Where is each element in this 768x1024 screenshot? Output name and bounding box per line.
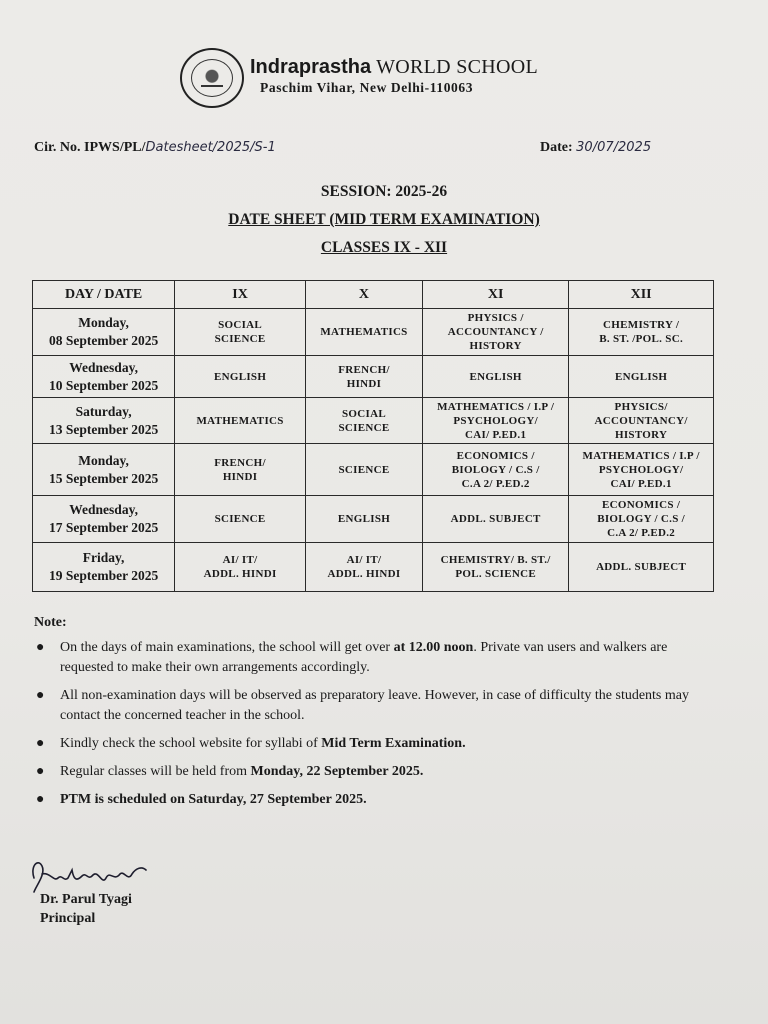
subject-line: POL. SCIENCE	[455, 568, 536, 580]
subject-line: FRENCH/	[214, 456, 266, 469]
circular-number	[34, 140, 276, 156]
subject-line: SCIENCE	[214, 333, 266, 345]
subject-line: CAI/ P.ED.1	[465, 428, 527, 441]
note-item	[34, 790, 704, 810]
subject-line: MATHEMATICS / I.P /	[437, 400, 555, 413]
subject-line: BIOLOGY / C.S /	[597, 513, 686, 525]
note-text: . Private van users and walkers are requested to make their own arrangements accordingly.	[60, 640, 668, 675]
day-name: Saturday,	[75, 403, 132, 419]
day-name: Monday,	[78, 452, 129, 468]
subject-cell-xi	[423, 309, 569, 356]
subject-line: HINDI	[222, 470, 258, 483]
exam-date: 08 September 2025	[49, 333, 159, 348]
subject-line: ENGLISH	[337, 513, 391, 525]
day-name: Wednesday,	[69, 359, 138, 375]
principal-name: Dr. Parul Tyagi	[40, 892, 132, 907]
subject-cell-x	[305, 398, 422, 444]
principal-signature	[28, 852, 158, 896]
header-day-date: DAY / DATE	[33, 281, 175, 309]
exam-date: 17 September 2025	[49, 520, 159, 535]
subject-line: AI/ IT/	[222, 554, 258, 566]
bullet-icon: ●	[36, 736, 45, 751]
subject-cell-xi	[423, 444, 569, 496]
day-date-cell	[33, 496, 175, 543]
subject-cell-x	[305, 496, 422, 543]
header-class-ix: IX	[175, 281, 306, 309]
note-emphasis: Mid Term Examination.	[321, 736, 466, 751]
note-item	[34, 762, 704, 782]
school-brand: Indraprastha	[250, 56, 372, 78]
note-item	[34, 638, 704, 678]
date-sheet-table	[32, 280, 714, 592]
subject-line: ECONOMICS /	[602, 499, 681, 511]
subject-cell-xi	[423, 543, 569, 592]
subject-line: PHYSICS/	[614, 400, 668, 413]
note-emphasis: Monday, 22 September 2025.	[250, 764, 424, 779]
subject-cell-xii	[569, 398, 714, 444]
day-name: Wednesday,	[69, 502, 138, 517]
subject-cell-ix	[175, 398, 306, 444]
subject-line: ECONOMICS /	[456, 449, 535, 462]
bullet-icon: ●	[36, 640, 45, 655]
subject-cell-xii	[569, 543, 714, 592]
day-name: Monday,	[78, 315, 129, 330]
subject-line: C.A 2/ P.ED.2	[607, 527, 676, 539]
subject-line: ADDL. HINDI	[203, 568, 277, 580]
principal-title: Principal	[40, 911, 96, 926]
exam-date: 10 September 2025	[49, 377, 159, 393]
subject-line: ADDL. SUBJECT	[596, 561, 687, 573]
subject-cell-ix	[175, 309, 306, 356]
subject-line: PHYSICS /	[467, 312, 524, 324]
exam-date: 19 September 2025	[49, 568, 159, 583]
day-date-cell	[33, 444, 175, 496]
table-row	[33, 398, 714, 444]
day-date-cell	[33, 309, 175, 356]
note-text: Kindly check the school website for syllabi of	[60, 736, 322, 751]
subject-line: ACCOUNTANCY/	[594, 414, 688, 427]
circular-label: Cir. No. IPWS/PL/	[34, 140, 146, 155]
table-row	[33, 444, 714, 496]
subject-line: BIOLOGY / C.S /	[451, 463, 540, 476]
subject-line: ENGLISH	[615, 370, 668, 383]
exam-date: 15 September 2025	[49, 470, 159, 486]
subject-cell-ix	[175, 543, 306, 592]
school-crest-icon	[180, 48, 244, 108]
subject-cell-xii	[569, 496, 714, 543]
subject-line: CHEMISTRY /	[603, 319, 680, 331]
note-text: All non-examination days will be observed as preparatory leave. However, in case of difficulty the students may contact the concerned teacher in the school.	[60, 688, 689, 723]
subject-line: ADDL. SUBJECT	[450, 513, 541, 525]
subject-line: PSYCHOLOGY/	[453, 414, 538, 427]
note-item	[34, 734, 704, 754]
exam-date: 13 September 2025	[49, 421, 159, 437]
subject-cell-xi	[423, 356, 569, 398]
subject-line: MATHEMATICS	[196, 414, 284, 427]
day-date-cell	[33, 543, 175, 592]
subject-line: PSYCHOLOGY/	[598, 463, 684, 476]
subject-cell-x	[305, 356, 422, 398]
subject-line: MATHEMATICS / I.P /	[582, 449, 700, 462]
date-label: Date:	[540, 140, 577, 155]
subject-cell-xii	[569, 356, 714, 398]
subject-line: HISTORY	[469, 340, 522, 352]
subject-cell-xi	[423, 496, 569, 543]
subject-line: CAI/ P.ED.1	[610, 477, 672, 490]
subject-line: ACCOUNTANCY /	[447, 326, 544, 338]
subject-cell-ix	[175, 444, 306, 496]
subject-cell-ix	[175, 496, 306, 543]
subject-line: FRENCH/	[338, 363, 390, 376]
school-address: Paschim Vihar, New Delhi-110063	[260, 80, 474, 95]
table-header-row	[33, 281, 714, 309]
bullet-icon: ●	[36, 688, 45, 703]
table-row	[33, 543, 714, 592]
bullet-icon: ●	[36, 792, 45, 807]
school-name-rest: WORLD SCHOOL	[371, 56, 539, 78]
subject-line: SOCIAL	[218, 319, 263, 331]
table-row	[33, 496, 714, 543]
subject-line: MATHEMATICS	[320, 326, 408, 338]
subject-line: SOCIAL	[342, 407, 386, 420]
datesheet-title: DATE SHEET (MID TERM EXAMINATION)	[228, 211, 540, 228]
subject-line: CHEMISTRY/ B. ST./	[440, 554, 551, 566]
note-item	[34, 686, 704, 726]
table-row	[33, 309, 714, 356]
session-heading: SESSION: 2025-26	[320, 183, 448, 200]
header-class-xii: XII	[569, 281, 714, 309]
circular-date	[540, 140, 651, 156]
subject-line: C.A 2/ P.ED.2	[461, 477, 530, 490]
classes-heading: CLASSES IX - XII	[320, 239, 448, 256]
note-emphasis: PTM is scheduled on Saturday, 27 September 2025.	[60, 792, 367, 807]
circular-handwritten: Datesheet/2025/S-1	[145, 140, 276, 155]
subject-line: SCIENCE	[214, 513, 266, 525]
header-class-x: X	[305, 281, 422, 309]
subject-cell-xii	[569, 444, 714, 496]
subject-line: ENGLISH	[469, 370, 522, 383]
note-emphasis: at 12.00 noon	[393, 640, 474, 655]
table-row	[33, 356, 714, 398]
day-date-cell	[33, 356, 175, 398]
school-name	[250, 56, 538, 79]
subject-line: HISTORY	[614, 428, 668, 441]
subject-cell-xi	[423, 398, 569, 444]
day-name: Friday,	[82, 550, 125, 565]
header-class-xi: XI	[423, 281, 569, 309]
note-text: On the days of main examinations, the school will get over	[60, 640, 394, 655]
subject-line: ADDL. HINDI	[327, 568, 401, 580]
subject-line: ENGLISH	[213, 370, 267, 383]
subject-cell-x	[305, 444, 422, 496]
day-date-cell	[33, 398, 175, 444]
subject-cell-xii	[569, 309, 714, 356]
bullet-icon: ●	[36, 764, 45, 779]
subject-line: HINDI	[346, 377, 382, 390]
subject-line: SCIENCE	[338, 421, 390, 434]
subject-cell-x	[305, 309, 422, 356]
notes-list	[34, 638, 704, 818]
subject-cell-x	[305, 543, 422, 592]
subject-cell-ix	[175, 356, 306, 398]
subject-line: B. ST. /POL. SC.	[599, 333, 683, 345]
note-text: Regular classes will be held from	[60, 764, 251, 779]
date-handwritten: 30/07/2025	[576, 140, 652, 155]
subject-line: SCIENCE	[338, 463, 390, 476]
note-label: Note:	[34, 615, 67, 630]
subject-line: AI/ IT/	[346, 554, 382, 566]
